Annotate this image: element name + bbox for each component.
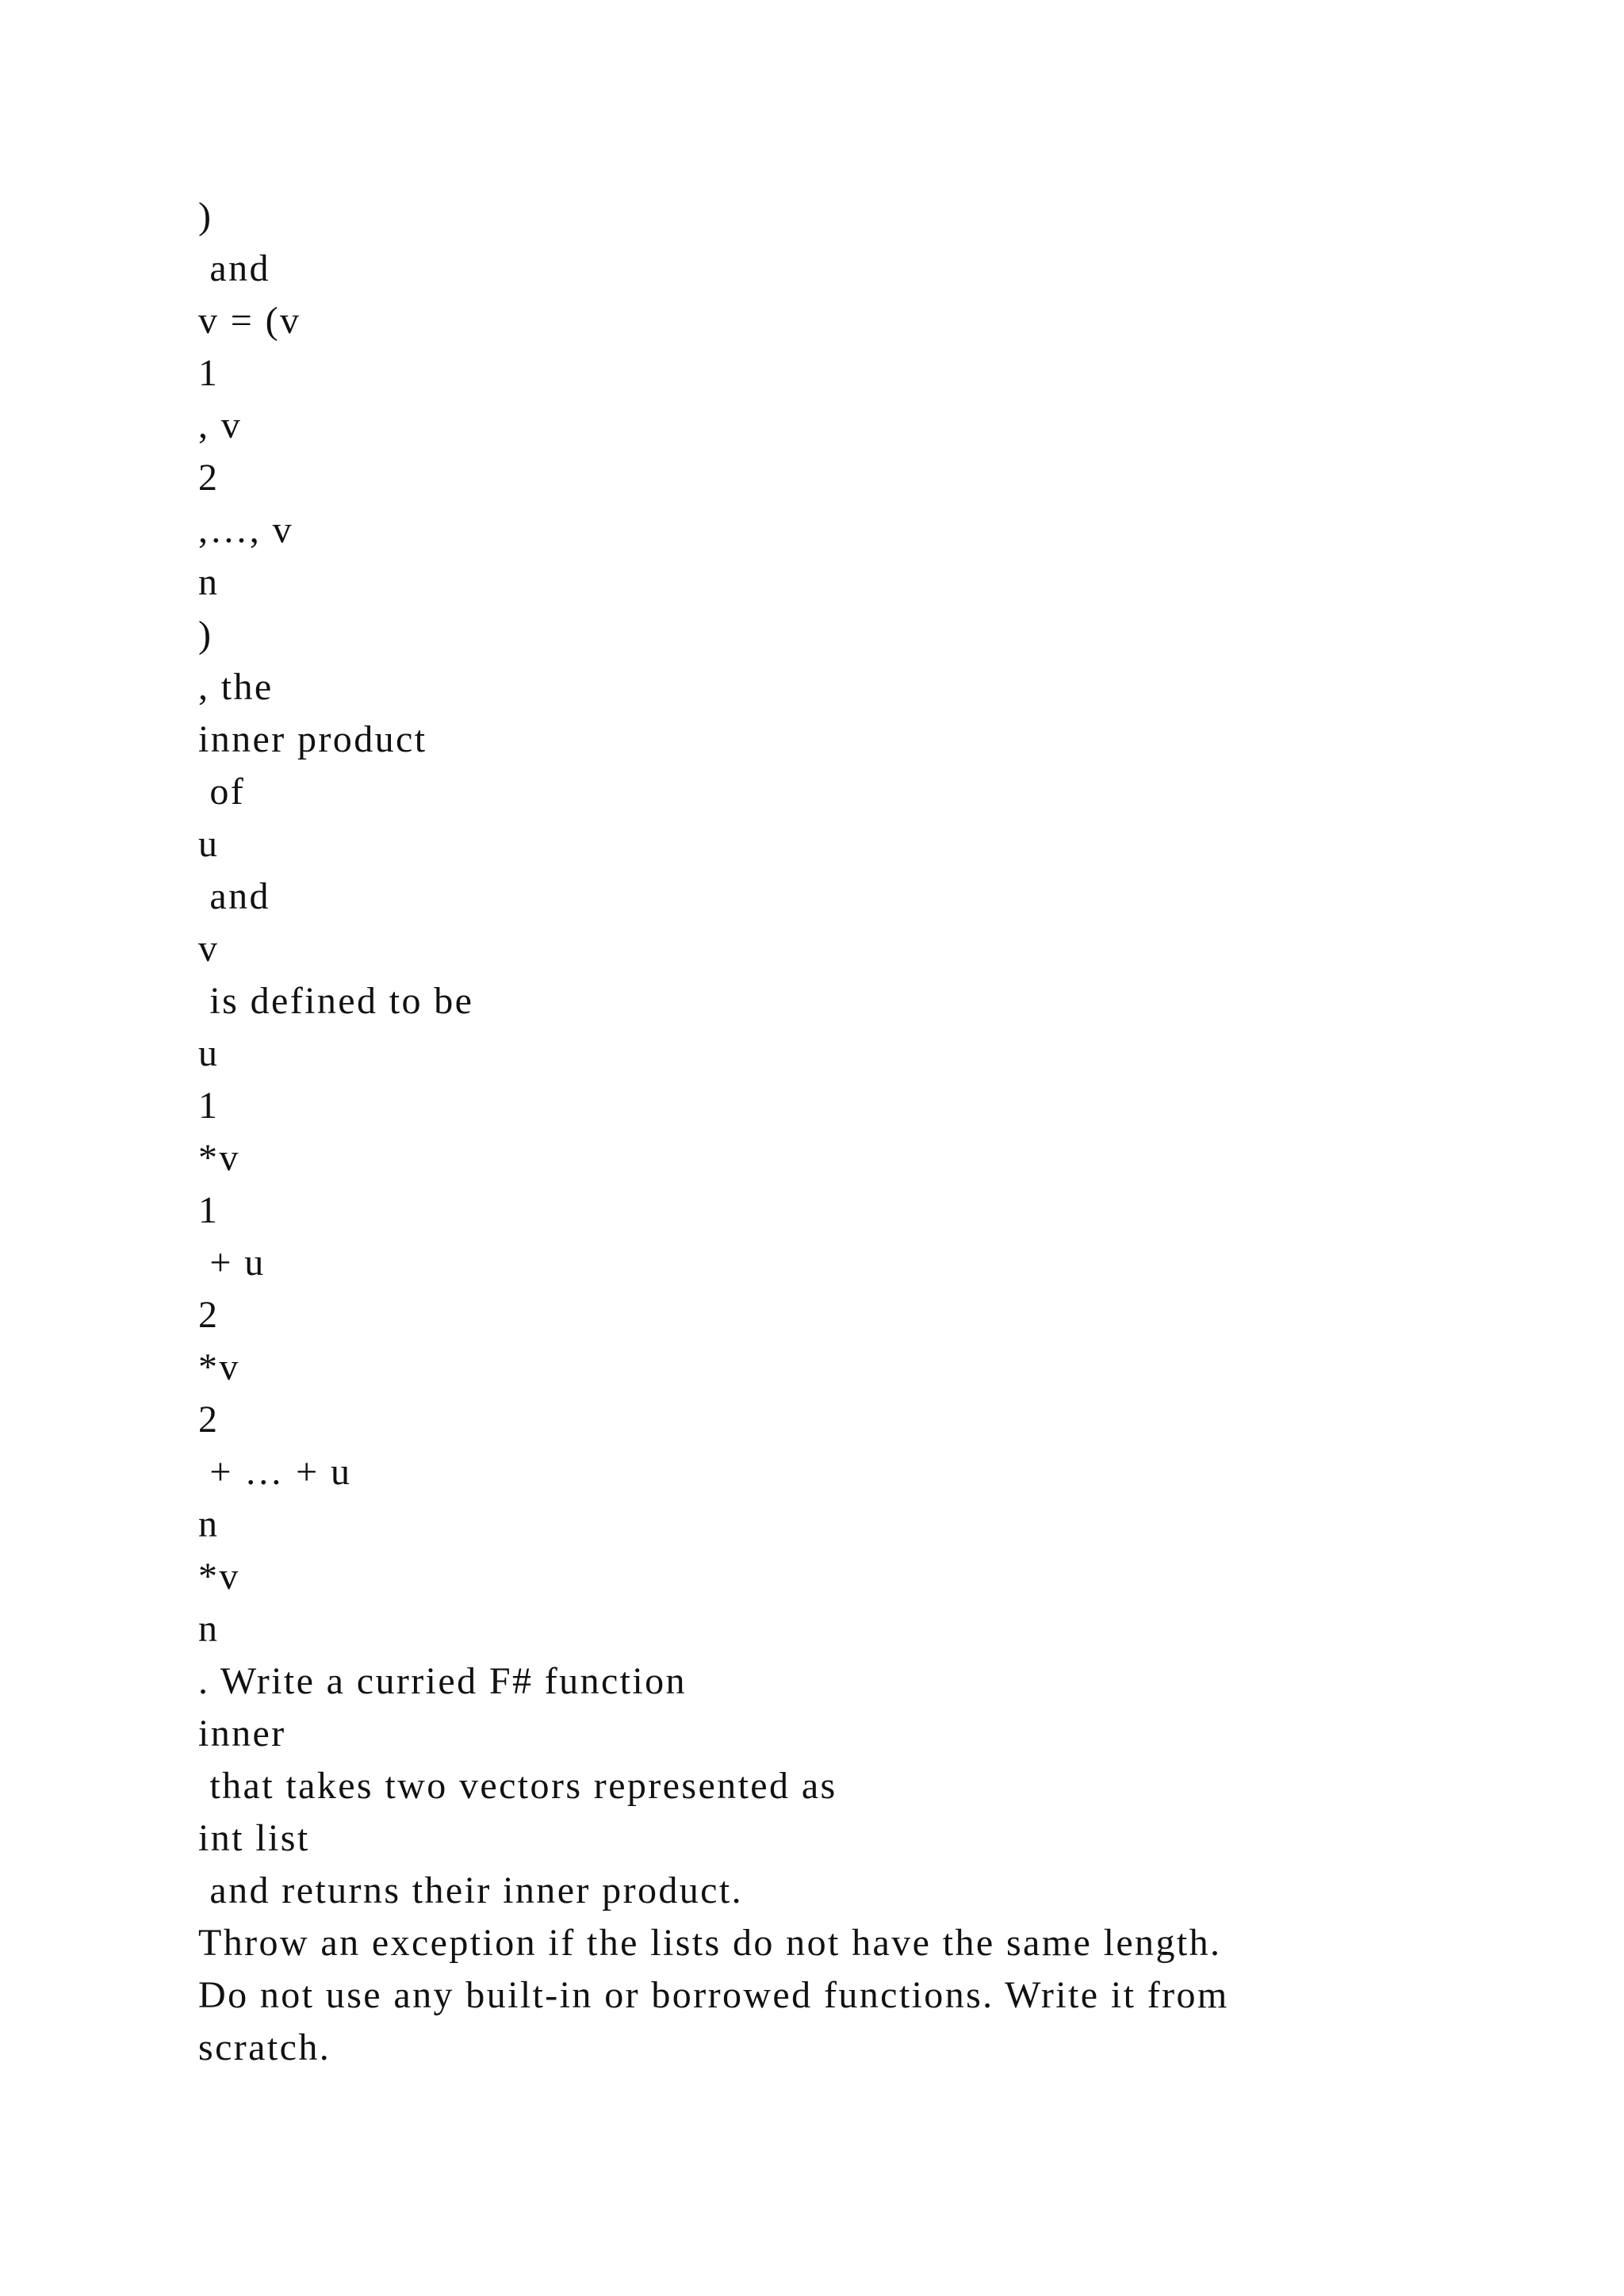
text-line: 1 (198, 1085, 220, 1127)
text-line: ,…, v (198, 509, 293, 551)
text-line: *v (198, 1556, 240, 1598)
problem-text (198, 190, 1546, 2074)
text-line: u (198, 823, 220, 865)
text-line: Do not use any built-in or borrowed functions. Write it from (198, 1974, 1229, 2016)
text-line: 2 (198, 457, 220, 499)
text-line: and returns their inner product. (198, 1869, 744, 1911)
text-line: , the (198, 666, 274, 708)
text-line: *v (198, 1137, 240, 1179)
text-line: int list (198, 1817, 310, 1859)
text-line: + … + u (198, 1451, 352, 1493)
text-line: is defined to be (198, 980, 474, 1022)
text-line: 2 (198, 1399, 220, 1441)
text-line: ) (198, 614, 213, 656)
text-line: inner (198, 1712, 286, 1755)
text-line: *v (198, 1346, 240, 1388)
text-line: 1 (198, 1189, 220, 1231)
text-line: 1 (198, 352, 220, 394)
text-line: v (198, 928, 220, 970)
text-line: ) (198, 195, 213, 237)
text-line: inner product (198, 718, 427, 760)
text-line: + u (198, 1242, 266, 1284)
text-line: of (198, 771, 246, 813)
text-line: v = (v (198, 300, 301, 342)
text-line: n (198, 1608, 220, 1650)
text-line: . Write a curried F# function (198, 1660, 687, 1702)
text-line: , v (198, 404, 243, 446)
text-line: scratch. (198, 2026, 331, 2068)
text-line: and (198, 247, 270, 289)
text-line: that takes two vectors represented as (198, 1765, 837, 1807)
text-line: Throw an exception if the lists do not have the same length. (198, 1922, 1222, 1964)
text-line: 2 (198, 1294, 220, 1336)
text-line: n (198, 1503, 220, 1545)
text-line: u (198, 1032, 220, 1074)
text-line: and (198, 875, 270, 917)
text-line: n (198, 561, 220, 603)
